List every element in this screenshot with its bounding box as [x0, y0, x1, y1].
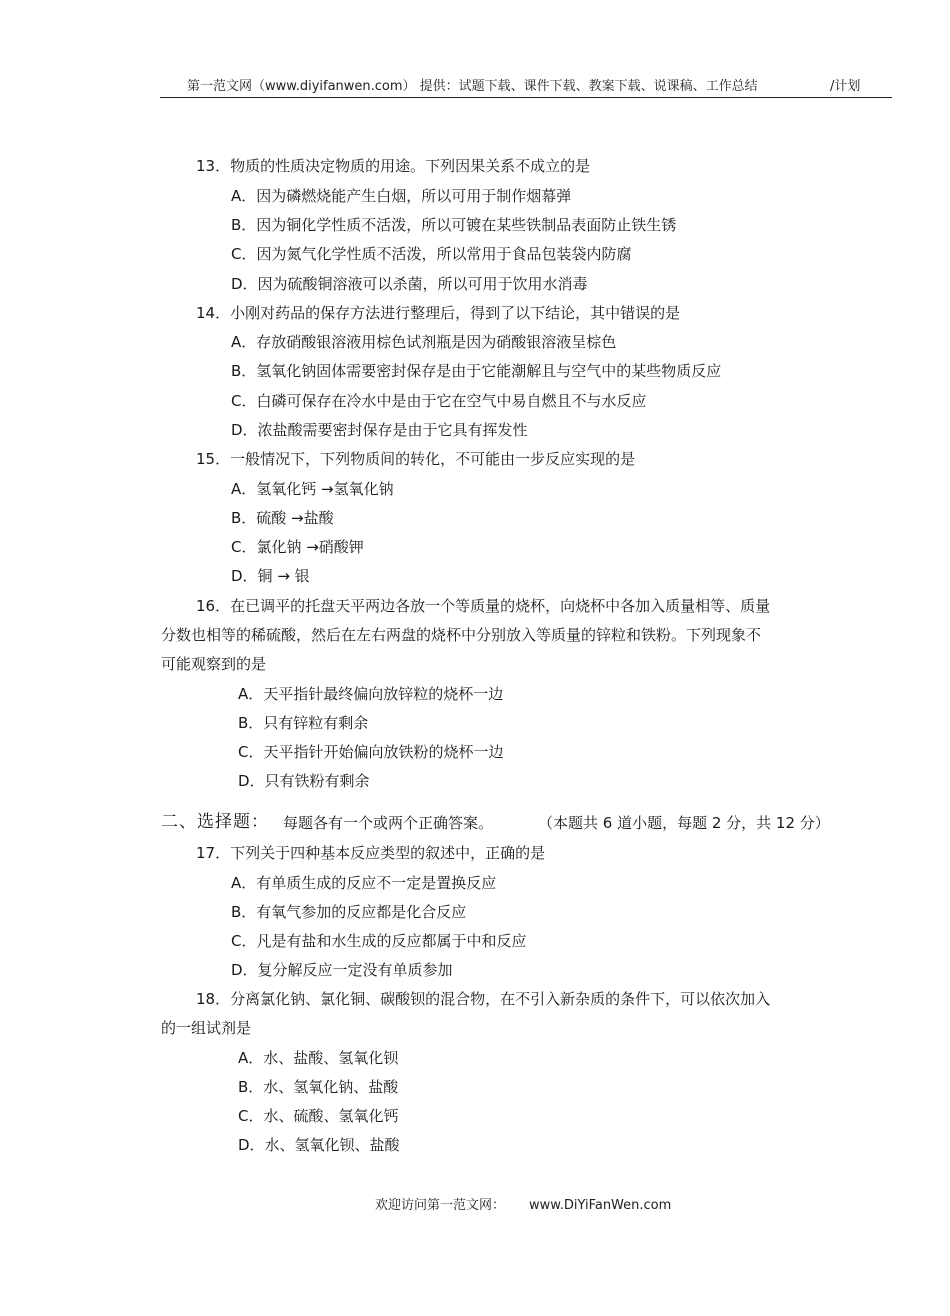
question-15-option-b: B．硫酸 →盐酸: [231, 509, 334, 527]
question-18-stem-line-2: 的一组试剂是: [161, 1019, 252, 1037]
question-18-option-a: A．水、盐酸、氢氧化钡: [238, 1049, 399, 1067]
question-14-option-b: B．氢氧化钠固体需要密封保存是由于它能潮解且与空气中的某些物质反应: [231, 362, 722, 380]
question-17-stem: 17．下列关于四种基本反应类型的叙述中，正确的是: [196, 844, 546, 862]
question-13-option-d: D．因为硫酸铜溶液可以杀菌，所以可用于饮用水消毒: [231, 275, 588, 293]
question-16-stem-line-3: 可能观察到的是: [161, 655, 267, 673]
page-footer: [375, 1194, 671, 1213]
question-17-option-c: C．凡是有盐和水生成的反应都属于中和反应: [231, 932, 527, 950]
section-2-score-info: （本题共 6 道小题，每题 2 分，共 12 分）: [538, 814, 830, 832]
section-2-heading: [161, 811, 830, 833]
question-14-option-c: C．白磷可保存在冷水中是由于它在空气中易自燃且不与水反应: [231, 392, 647, 410]
question-15-option-c: C．氯化钠 →硝酸钾: [231, 538, 364, 556]
question-18-option-c: C．水、硫酸、氢氧化钙: [238, 1107, 399, 1125]
header-plan-label: /计划: [830, 79, 861, 94]
question-16-stem-line-2: 分数也相等的稀硫酸，然后在左右两盘的烧杯中分别放入等质量的锌粒和铁粉。下列现象不: [161, 626, 762, 644]
question-17-option-d: D．复分解反应一定没有单质参加: [231, 961, 453, 979]
question-18-option-b: B．水、氢氧化钠、盐酸: [238, 1078, 399, 1096]
section-2-instruction: 每题各有一个或两个正确答案。: [283, 814, 494, 832]
question-16-option-c: C．天平指针开始偏向放铁粉的烧杯一边: [238, 743, 504, 761]
question-13-option-a: A．因为磷燃烧能产生白烟，所以可用于制作烟幕弹: [231, 187, 572, 205]
question-15-option-d: D．铜 → 银: [231, 567, 310, 585]
question-16-option-d: D．只有铁粉有剩余: [238, 772, 370, 790]
question-15-stem: 15．一般情况下，下列物质间的转化，不可能由一步反应实现的是: [196, 450, 636, 468]
question-17-option-b: B．有氧气参加的反应都是化合反应: [231, 903, 467, 921]
section-2-title: 二、选择题：: [161, 812, 269, 832]
question-18-stem-line-1: 18．分离氯化钠、氯化铜、碳酸钡的混合物，在不引入新杂质的条件下，可以依次加入: [196, 990, 771, 1008]
question-14-option-a: A．存放硝酸银溶液用棕色试剂瓶是因为硝酸银溶液呈棕色: [231, 333, 617, 351]
question-16-option-b: B．只有锌粒有剩余: [238, 714, 369, 732]
footer-site-link[interactable]: www.DiYiFanWen.com: [529, 1198, 672, 1213]
page-header: [160, 73, 892, 98]
header-site-info: 第一范文网（www.diyifanwen.com） 提供：试题下载、课件下载、教案下载、说课稿、工作总结: [187, 79, 758, 94]
question-14-stem: 14．小刚对药品的保存方法进行整理后，得到了以下结论，其中错误的是: [196, 304, 681, 322]
question-14-option-d: D．浓盐酸需要密封保存是由于它具有挥发性: [231, 421, 528, 439]
question-18-option-d: D．水、氢氧化钡、盐酸: [238, 1136, 400, 1154]
question-13-stem: 13．物质的性质决定物质的用途。下列因果关系不成立的是: [196, 157, 591, 175]
footer-welcome-label: 欢迎访问第一范文网：: [375, 1198, 506, 1213]
question-17-option-a: A．有单质生成的反应不一定是置换反应: [231, 874, 497, 892]
question-16-stem-line-1: 16．在已调平的托盘天平两边各放一个等质量的烧杯，向烧杯中各加入质量相等、质量: [196, 597, 771, 615]
question-16-option-a: A．天平指针最终偏向放锌粒的烧杯一边: [238, 685, 504, 703]
question-13-option-c: C．因为氮气化学性质不活泼，所以常用于食品包装袋内防腐: [231, 245, 632, 263]
question-15-option-a: A．氢氧化钙 →氢氧化钠: [231, 480, 394, 498]
question-13-option-b: B．因为铜化学性质不活泼，所以可镀在某些铁制品表面防止铁生锈: [231, 216, 677, 234]
